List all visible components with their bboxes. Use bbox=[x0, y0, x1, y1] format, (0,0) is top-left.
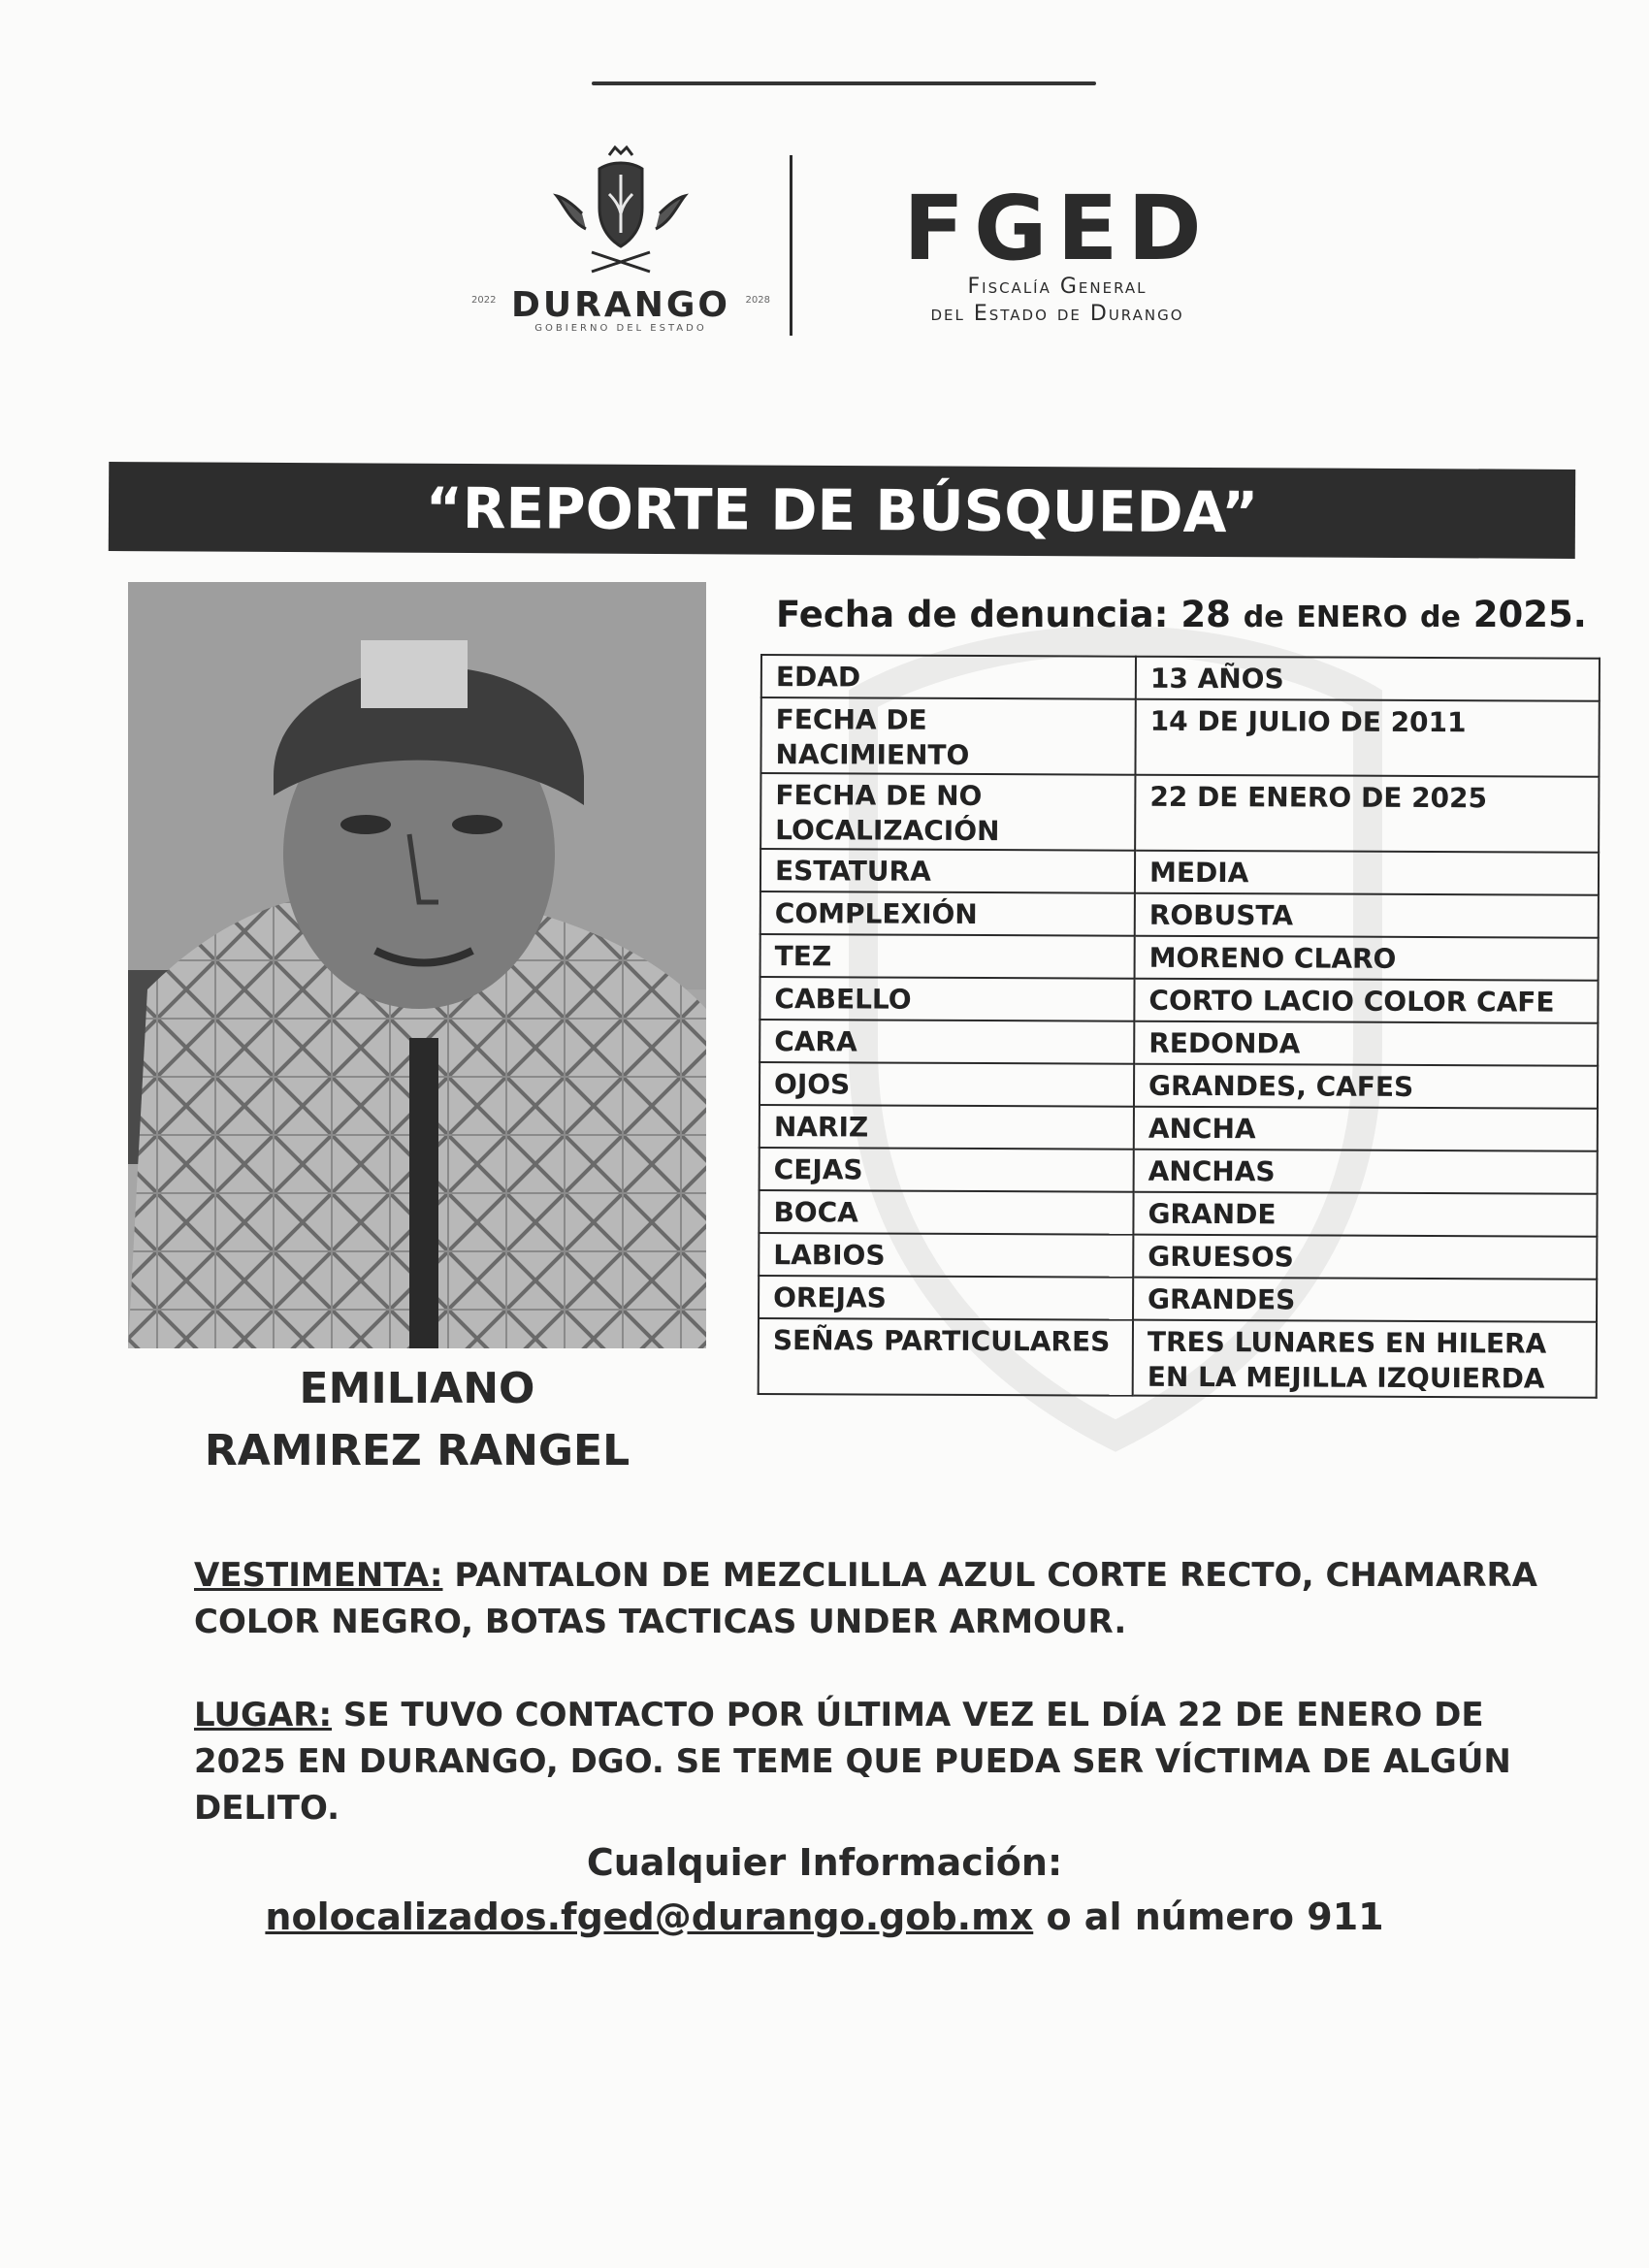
details-row bbox=[760, 977, 1598, 1023]
place-paragraph bbox=[194, 1692, 1571, 1831]
contact-heading: Cualquier Información: bbox=[586, 1841, 1063, 1884]
details-value: MEDIA bbox=[1135, 851, 1599, 895]
contact-block bbox=[194, 1835, 1455, 1944]
details-value: ANCHAS bbox=[1134, 1150, 1598, 1194]
clothing-paragraph bbox=[194, 1552, 1571, 1645]
details-value: REDONDA bbox=[1134, 1021, 1598, 1066]
report-date-year: 2025. bbox=[1472, 594, 1587, 635]
details-value: GRANDES, CAFES bbox=[1134, 1064, 1598, 1109]
contact-email-link[interactable]: nolocalizados.fged@durango.gob.mx bbox=[265, 1895, 1034, 1938]
details-row bbox=[760, 891, 1599, 938]
missing-person-photo bbox=[128, 582, 706, 1348]
person-portrait-icon bbox=[128, 582, 706, 1348]
details-row bbox=[760, 849, 1599, 895]
contact-line bbox=[194, 1890, 1455, 1944]
details-label: OREJAS bbox=[759, 1276, 1133, 1320]
contact-phone-text: o al número 911 bbox=[1046, 1895, 1384, 1938]
report-title-banner: “REPORTE DE BÚSQUEDA” bbox=[109, 462, 1575, 559]
fged-logo bbox=[854, 177, 1261, 328]
details-row bbox=[759, 1233, 1597, 1280]
details-value: GRANDES bbox=[1133, 1278, 1597, 1322]
details-label: CARA bbox=[760, 1020, 1134, 1064]
top-rule bbox=[592, 81, 1096, 85]
details-row bbox=[760, 773, 1599, 853]
details-value: 22 DE ENERO DE 2025 bbox=[1135, 775, 1599, 853]
fged-subtitle-line2: del Estado de Durango bbox=[930, 302, 1184, 326]
fged-subtitle-line1: Fiscalía General bbox=[967, 275, 1148, 299]
report-date bbox=[776, 594, 1587, 635]
details-label: OJOS bbox=[760, 1062, 1134, 1107]
fged-wordmark: FGED bbox=[903, 177, 1212, 280]
details-row bbox=[760, 1105, 1598, 1151]
details-label: CABELLO bbox=[760, 977, 1134, 1021]
details-value: ANCHA bbox=[1134, 1107, 1598, 1151]
details-label: NARIZ bbox=[760, 1105, 1134, 1150]
details-label: FECHA DE NACIMIENTO bbox=[760, 697, 1135, 775]
details-row bbox=[759, 1318, 1597, 1398]
missing-person-name bbox=[128, 1358, 706, 1482]
name-line-2: RAMIREZ RANGEL bbox=[204, 1426, 630, 1475]
clothing-text: PANTALON DE MEZCLILLA AZUL CORTE RECTO, CHAMARRA COLOR NEGRO, BOTAS TACTICAS UNDER ARMOUR. bbox=[194, 1556, 1537, 1641]
durango-year-left: 2022 bbox=[471, 295, 497, 306]
details-row bbox=[759, 1190, 1597, 1237]
details-value: GRUESOS bbox=[1133, 1235, 1597, 1280]
place-text: SE TUVO CONTACTO POR ÚLTIMA VEZ EL DÍA 22 DE ENERO DE 2025 EN DURANGO, DGO. SE TEME QUE PUEDA SER VÍCTIMA DE ALGÚN DELITO. bbox=[194, 1696, 1511, 1828]
details-value: CORTO LACIO COLOR CAFE bbox=[1134, 979, 1598, 1023]
logo-divider bbox=[790, 155, 792, 336]
details-label: CEJAS bbox=[760, 1148, 1134, 1192]
durango-crest-icon bbox=[553, 146, 689, 281]
physical-details-table bbox=[758, 654, 1600, 1399]
durango-government-logo bbox=[466, 146, 776, 349]
details-label: COMPLEXIÓN bbox=[760, 891, 1135, 936]
durango-wordmark: DURANGO bbox=[511, 285, 730, 325]
details-row bbox=[761, 655, 1600, 701]
details-value: 14 DE JULIO DE 2011 bbox=[1135, 699, 1599, 777]
details-value: TRES LUNARES EN HILERA EN LA MEJILLA IZQUIERDA bbox=[1133, 1320, 1597, 1398]
details-row bbox=[760, 934, 1599, 981]
report-date-day: 28 bbox=[1180, 594, 1231, 635]
details-label: SEÑAS PARTICULARES bbox=[759, 1318, 1133, 1396]
clothing-label: VESTIMENTA: bbox=[194, 1556, 443, 1595]
details-label: ESTATURA bbox=[760, 849, 1135, 893]
details-label: FECHA DE NO LOCALIZACIÓN bbox=[760, 773, 1135, 851]
details-row bbox=[760, 697, 1599, 777]
name-line-1: EMILIANO bbox=[299, 1364, 535, 1413]
place-label: LUGAR: bbox=[194, 1696, 333, 1734]
details-label: LABIOS bbox=[759, 1233, 1133, 1278]
report-date-de1: de bbox=[1243, 600, 1284, 634]
details-value: ROBUSTA bbox=[1135, 893, 1599, 938]
details-label: EDAD bbox=[761, 655, 1136, 699]
details-value: 13 AÑOS bbox=[1136, 657, 1600, 701]
details-row bbox=[760, 1148, 1598, 1194]
details-value: MORENO CLARO bbox=[1135, 936, 1599, 981]
report-date-label: Fecha de denuncia: bbox=[776, 594, 1169, 635]
report-date-de2: de bbox=[1420, 600, 1461, 634]
report-date-month: ENERO bbox=[1296, 600, 1408, 634]
durango-subtitle: GOBIERNO DEL ESTADO bbox=[534, 323, 707, 334]
details-row bbox=[759, 1276, 1597, 1322]
details-row bbox=[760, 1020, 1598, 1066]
details-table-body bbox=[759, 655, 1600, 1398]
details-label: BOCA bbox=[759, 1190, 1133, 1235]
details-value: GRANDE bbox=[1133, 1192, 1597, 1237]
details-label: TEZ bbox=[760, 934, 1135, 979]
durango-year-right: 2028 bbox=[745, 295, 770, 306]
details-row bbox=[760, 1062, 1598, 1109]
